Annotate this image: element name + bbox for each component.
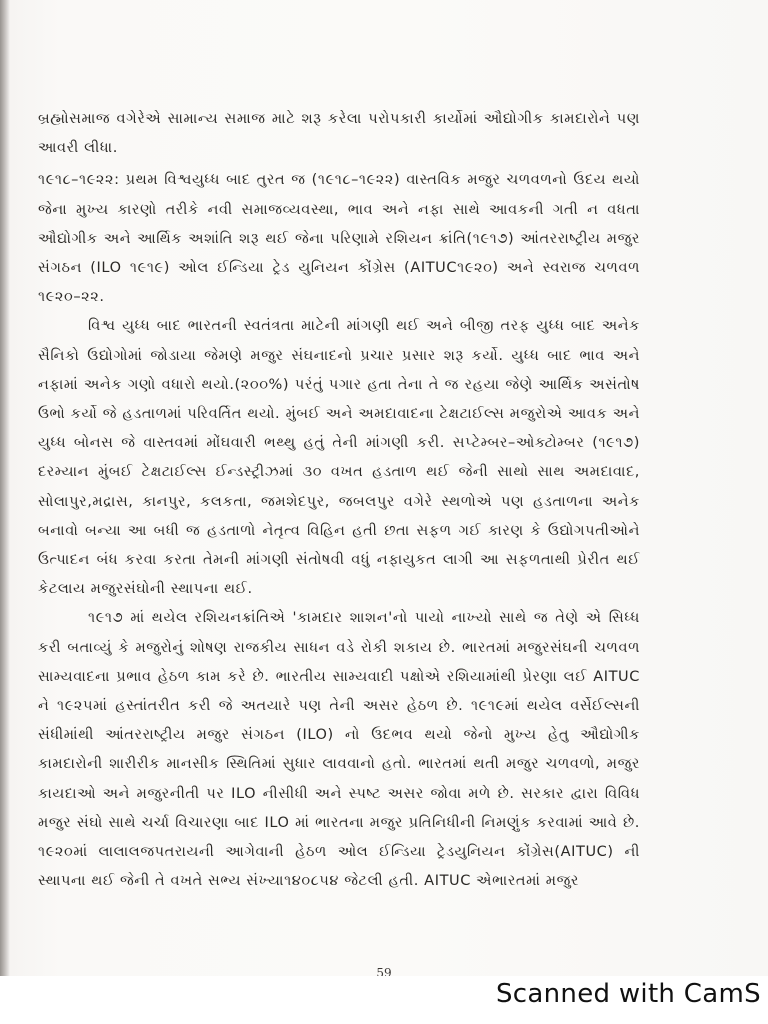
camscanner-watermark: Scanned with CamS — [496, 979, 761, 1009]
paragraph-russian-revolution: ૧૯૧૭ માં થયેલ રશિયનક્રાંતિએ 'કામદાર શાશન'નો પાયો નાખ્યો સાથે જ તેણે એ સિધ્ધ કરી બતાવ્યું કે મજુરોનું શોષણ રાજકીય સાધન વડે રોકી શકાય છે. ભારતમાં મજુરસંઘની ચળવળ સામ્યવાદના પ્રભાવ હેઠળ કામ કરે છે. ભારતીય સામ્યવાદી પક્ષોએ રશિયામાંથી પ્રેરણા લઈ AITUC ને ૧૯૨૫માં હસ્તાંતરીત કરી જે અતયારે પણ તેની અસર હેઠળ છે. ૧૯૧૯માં થયેલ વર્સેઈલ્સની સંધીમાંથી આંતરરાષ્ટ્રીય મજુર સંગઠન (ILO) નો ઉદભવ થયો જેનો મુખ્ય હેતુ ઔદ્યોગીક કામદારોની શારીરીક માનસીક સ્થિતિમાં સુધાર લાવવાનો હતો. ભારતમાં થતી મજુર ચળવળો, મજુર કાયદાઓ અને મજુરનીતી પર ILO નીસીધી અને સ્પષ્ટ અસર જોવા મળે છે. સરકાર દ્વારા વિવિધ મજુર સંઘો સાથે ચર્ચા વિચારણા બાદ ILO માં ભારતના મજુર પ્રતિનિધીની નિમણુંક કરવામાં આવે છે. ૧૯૨૦માં લાલાલજપતરાયની આગેવાની હેઠળ ઓલ ઈન્ડિયા ટ્રેડયુનિયન કોંગ્રેસ(AITUC) ની સ્થાપના થઈ જેની તે વખતે સભ્ય સંખ્યા૧૪૦૮૫૪ જેટલી હતી. AITUC એભારતમાં મજુર — [38, 610, 640, 890]
paragraph-post-war-strikes: વિશ્વ યુધ્ધ બાદ ભારતની સ્વતંત્રતા માટેની માંગણી થઈ અને બીજી તરફ યુધ્ધ બાદ અનેક સૈનિકો ઉદ્યોગોમાં જોડાયા જેમણે મજુર સંઘનાદનો પ્રચાર પ્રસાર શરૂ કર્યો. યુધ્ધ બાદ ભાવ અને નફામાં અનેક ગણો વધારો થયો.(૨૦૦%) પરંતું પગાર હતા તેના તે જ રહયા જેણે આર્થિક અસંતોષ ઉભો કર્યો જે હડતાળમાં પરિવર્તિત થયો. મુંબઈ અને અમદાવાદના ટેક્ષટાઈલ્સ મજુરોએ આવક અને યુધ્ધ બોનસ જે વાસ્તવમાં મોંઘવારી ભથ્થુ હતું તેની માંગણી કરી. સપ્ટેમ્બર–ઓક્ટોમ્બર (૧૯૧૭) દરમ્યાન મુંબઈ ટેક્ષટાઈલ્સ ઈન્ડસ્ટ્રીઝમાં ૩૦ વખત હડતાળ થઈ જેની સાથો સાથ અમદાવાદ, સોલાપુર,મદ્રાસ, કાનપુર, કલકતા, જમશેદપુર, જબલપુર વગેરે સ્થળોએ પણ હડતાળના અનેક બનાવો બન્યા આ બધી જ હડતાળો નેતૃત્વ વિહિન હતી છતા સફળ ગઈ કારણ કે ઉદ્યોગપતીઓને ઉત્પાદન બંધ કરવા કરતા તેમની માંગણી સંતોષવી વધું નફાયુકત લાગી આ સફળતાથી પ્રેરીત થઈ કેટલાય મજુરસંઘોની સ્થાપના થઈ. — [38, 318, 640, 598]
book-spine-shadow — [0, 0, 10, 976]
page-body-text — [38, 105, 640, 896]
paragraph-1918-1922: ૧૯૧૮–૧૯૨૨: પ્રથમ વિશ્વયુધ્ધ બાદ તુરત જ (૧૯૧૮–૧૯૨૨) વાસ્તવિક મજુર ચળવળનો ઉદય થયો જેના મુખ્ય કારણો તરીકે નવી સમાજવ્યવસ્થા, ભાવ અને નફા સાથે આવકની ગતી ન વધતા ઔદ્યોગીક અને આર્થિક અશાંતિ શરૂ થઈ જેના પરિણામે રશિયન ક્રાંતિ(૧૯૧૭) આંતરરાષ્ટ્રીય મજુર સંગઠન (ILO ૧૯૧૯) ઓલ ઈન્ડિયા ટ્રેડ યુનિયન કોંગ્રેસ (AITUC૧૯૨૦) અને સ્વરાજ ચળવળ ૧૯૨૦–૨૨. — [38, 172, 640, 306]
page-number: 59 — [376, 966, 392, 976]
paragraph-brahmosamaj: બ્રહ્મોસમાજ વગેરેએ સામાન્ય સમાજ માટે શરૂ કરેલા પરોપકારી કાર્યોમાં ઔદ્યોગીક કામદારોને પણ આવરી લીધા. — [38, 111, 640, 157]
